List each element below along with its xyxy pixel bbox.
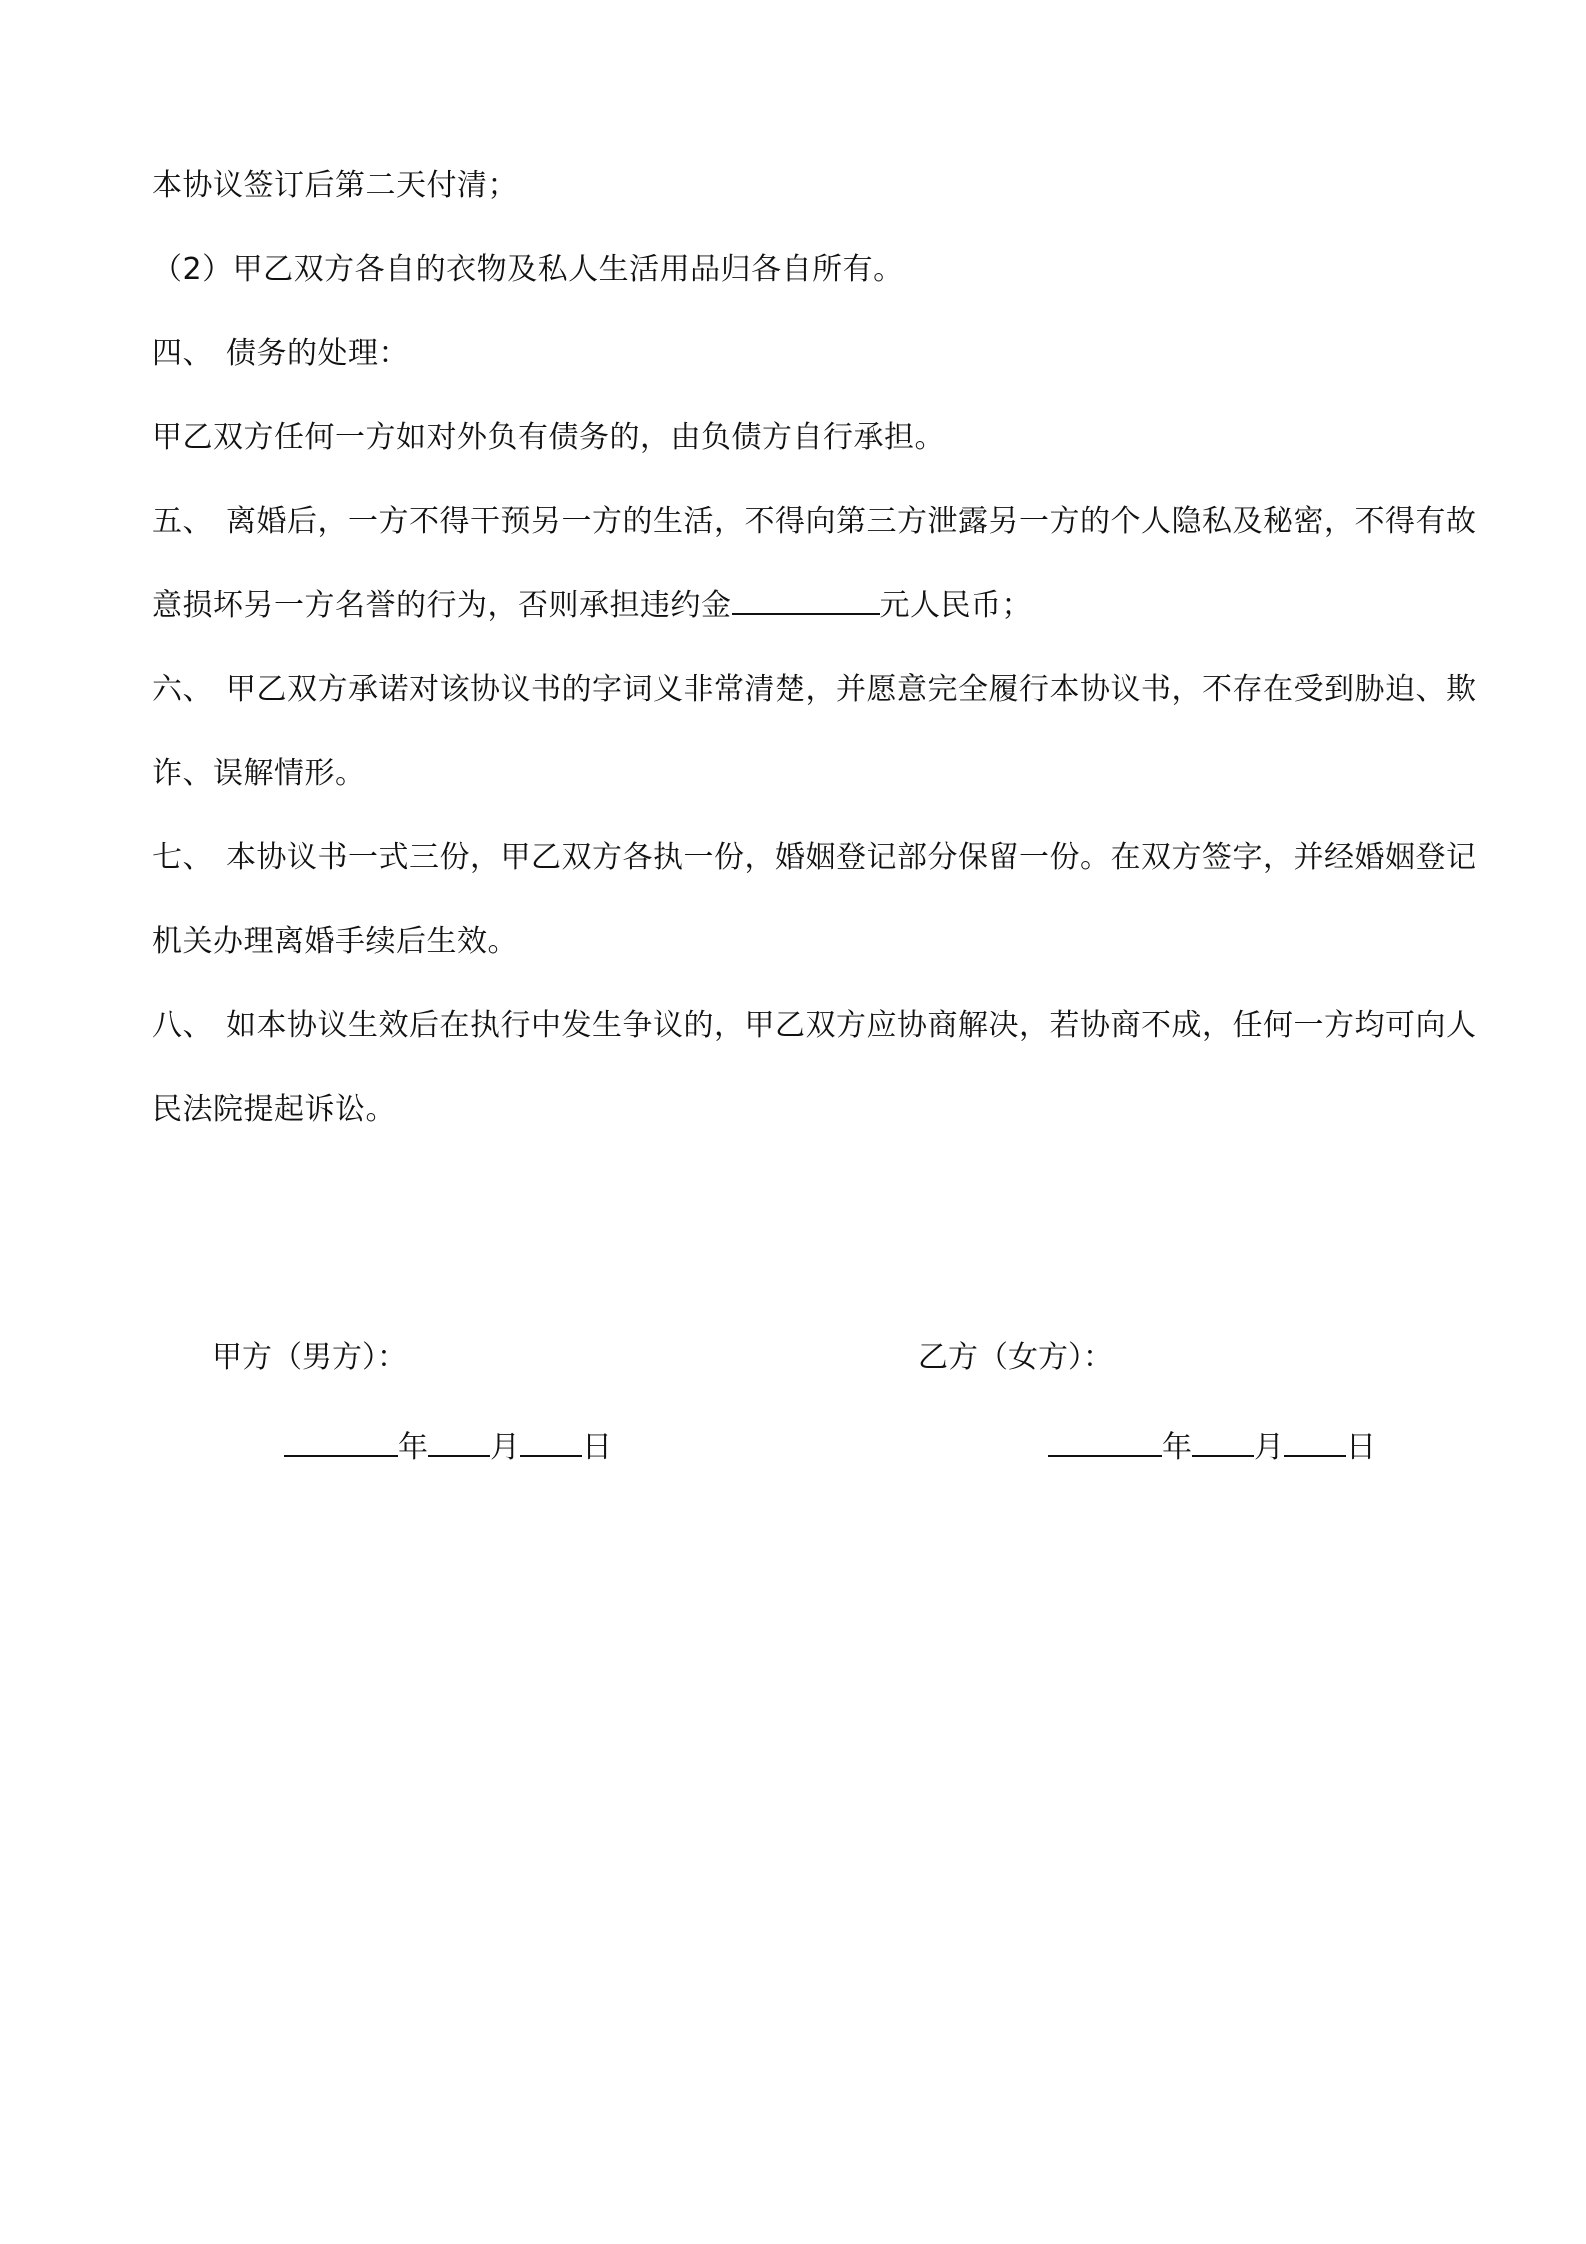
- section-title: 债务的处理：: [226, 336, 409, 371]
- section-seven-line-2: 机关办理离婚手续后生效。: [152, 924, 518, 959]
- section-six-line-2: 诈、误解情形。: [152, 756, 366, 791]
- month-label: 月: [1254, 1430, 1284, 1465]
- year-blank: [1048, 1429, 1162, 1457]
- paragraph-payment-deadline: 本协议签订后第二天付清；: [152, 168, 518, 203]
- day-label: 日: [1346, 1430, 1376, 1465]
- section-number: 七、: [152, 840, 213, 875]
- section-six-line-1: [152, 670, 1477, 710]
- section-text: 意损坏另一方名誉的行为，否则承担违约金: [152, 588, 732, 623]
- section-eight-line-2: 民法院提起诉讼。: [152, 1092, 396, 1127]
- section-five-line-2: [152, 586, 1032, 626]
- section-number: 八、: [152, 1008, 213, 1043]
- section-number: 四、: [152, 336, 213, 371]
- section-eight-line-1: [152, 1006, 1477, 1046]
- section-number: 六、: [152, 672, 213, 707]
- section-text: 甲乙双方承诺对该协议书的字词义非常清楚，并愿意完全履行本协议书，不存在受到胁迫、欺: [226, 672, 1477, 707]
- section-number: 五、: [152, 504, 213, 539]
- day-label: 日: [582, 1430, 612, 1465]
- year-label: 年: [398, 1430, 428, 1465]
- month-blank: [1192, 1429, 1254, 1457]
- party-b-date: [1048, 1428, 1376, 1468]
- month-label: 月: [490, 1430, 520, 1465]
- section-text: 如本协议生效后在执行中发生争议的，甲乙双方应协商解决，若协商不成，任何一方均可向人: [226, 1008, 1477, 1043]
- party-a-date: [284, 1428, 612, 1468]
- paragraph-debts: 甲乙双方任何一方如对外负有债务的，由负债方自行承担。: [152, 420, 945, 455]
- section-seven-line-1: [152, 838, 1477, 878]
- party-b-signature-label: 乙方（女方）：: [918, 1340, 1113, 1375]
- section-text: 本协议书一式三份，甲乙双方各执一份，婚姻登记部分保留一份。在双方签字，并经婚姻登记: [226, 840, 1477, 875]
- day-blank: [520, 1429, 582, 1457]
- section-heading-debts: [152, 334, 409, 374]
- paragraph-clothing-items: （2）甲乙双方各自的衣物及私人生活用品归各自所有。: [152, 252, 904, 287]
- year-blank: [284, 1429, 398, 1457]
- penalty-amount-blank: [732, 587, 880, 615]
- section-text: 离婚后，一方不得干预另一方的生活，不得向第三方泄露另一方的个人隐私及秘密，不得有故: [226, 504, 1477, 539]
- section-five-line-1: [152, 502, 1477, 542]
- section-text: 元人民币；: [879, 588, 1032, 623]
- day-blank: [1284, 1429, 1346, 1457]
- year-label: 年: [1162, 1430, 1192, 1465]
- month-blank: [428, 1429, 490, 1457]
- party-a-signature-label: 甲方（男方）：: [212, 1340, 407, 1375]
